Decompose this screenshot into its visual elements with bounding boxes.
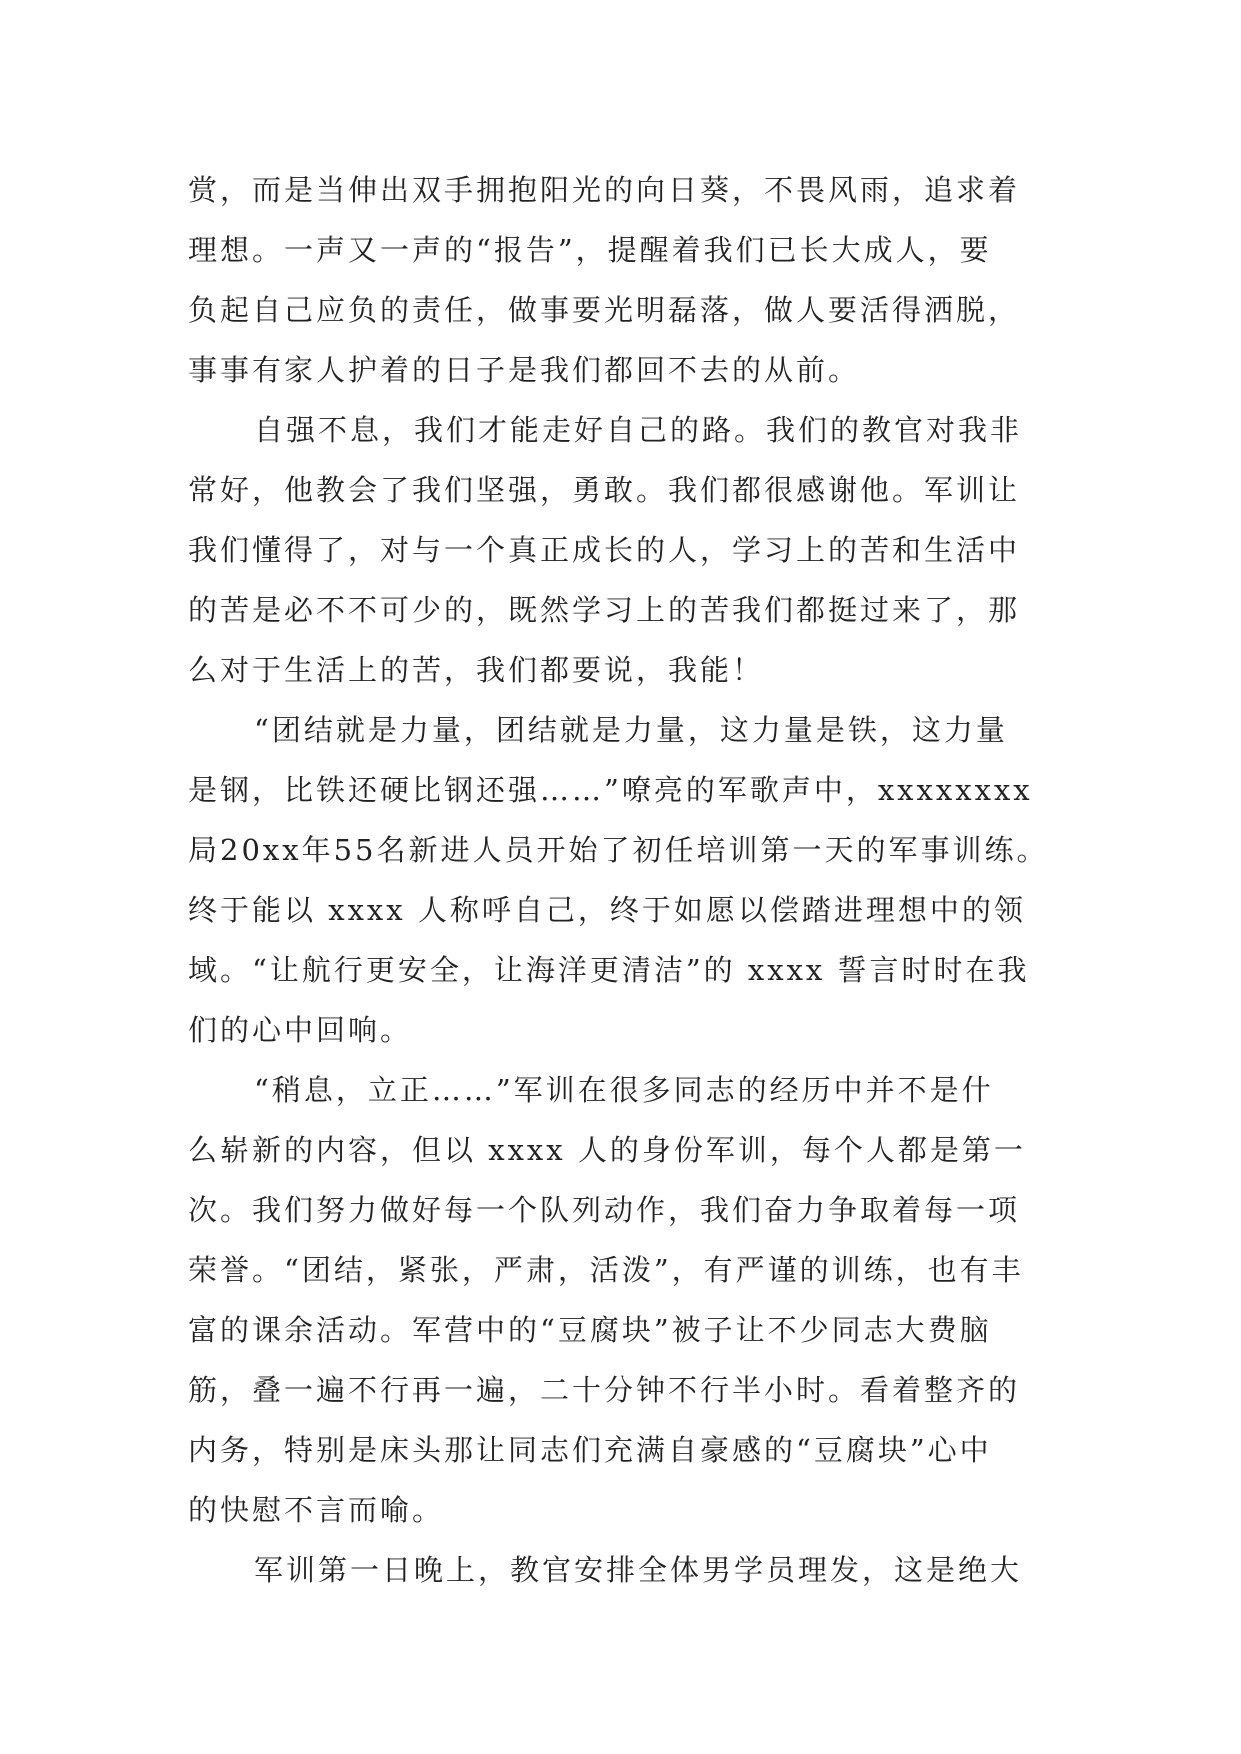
document-body: [188, 160, 1056, 1600]
paragraph-5: [188, 1540, 1056, 1600]
text-line: 我们懂得了，对与一个真正成长的人，学习上的苦和生活中: [188, 533, 1021, 567]
text-line: 么崭新的内容，但以 xxxx 人的身份军训，每个人都是第一: [188, 1133, 1026, 1167]
text-line: 自强不息，我们才能走好自己的路。我们的教官对我非: [254, 413, 1023, 447]
text-line: 荣誉。“团结，紧张，严肃，活泼”，有严谨的训练，也有丰: [188, 1253, 1024, 1287]
text-line: 事事有家人护着的日子是我们都回不去的从前。: [188, 353, 861, 387]
paragraph-1: [188, 160, 1056, 400]
paragraph-4: [188, 1060, 1056, 1540]
text-line: 域。“让航行更安全，让海洋更清洁”的 xxxx 誓言时时在我: [188, 953, 1030, 987]
text-line: 筋，叠一遍不行再一遍，二十分钟不行半小时。看着整齐的: [188, 1373, 1021, 1407]
text-line: 富的课余活动。军营中的“豆腐块”被子让不少同志大费脑: [188, 1313, 992, 1347]
text-line: 的苦是必不不可少的，既然学习上的苦我们都挺过来了，那: [188, 593, 1021, 627]
text-line: 赏，而是当伸出双手拥抱阳光的向日葵，不畏风雨，追求着: [188, 173, 1021, 207]
text-line: 的快慰不言而喻。: [188, 1493, 445, 1527]
text-line: 军训第一日晚上，教官安排全体男学员理发，这是绝大: [254, 1553, 1023, 1587]
text-line: 常好，他教会了我们坚强，勇敢。我们都很感谢他。军训让: [188, 473, 1021, 507]
paragraph-3: [188, 700, 1056, 1060]
text-line: 是钢，比铁还硬比钢还强……”嘹亮的军歌声中，xxxxxxxx: [188, 773, 1033, 807]
text-line: 局20xx年55名新进人员开始了初任培训第一天的军事训练。: [188, 833, 1049, 867]
paragraph-2: [188, 400, 1056, 700]
text-line: 终于能以 xxxx 人称呼自己，终于如愿以偿踏进理想中的领: [188, 893, 1026, 927]
text-line: “稍息，立正……”军训在很多同志的经历中并不是什: [254, 1073, 994, 1107]
text-line: 么对于生活上的苦，我们都要说，我能！: [188, 653, 765, 687]
text-line: 内务，特别是床头那让同志们充满自豪感的“豆腐块”心中: [188, 1433, 992, 1467]
text-line: 负起自己应负的责任，做事要光明磊落，做人要活得洒脱，: [188, 293, 1021, 327]
text-line: 们的心中回响。: [188, 1013, 413, 1047]
text-line: 理想。一声又一声的“报告”，提醒着我们已长大成人，要: [188, 233, 992, 267]
text-line: “团结就是力量，团结就是力量，这力量是铁，这力量: [254, 713, 1008, 747]
text-line: 次。我们努力做好每一个队列动作，我们奋力争取着每一项: [188, 1193, 1021, 1227]
